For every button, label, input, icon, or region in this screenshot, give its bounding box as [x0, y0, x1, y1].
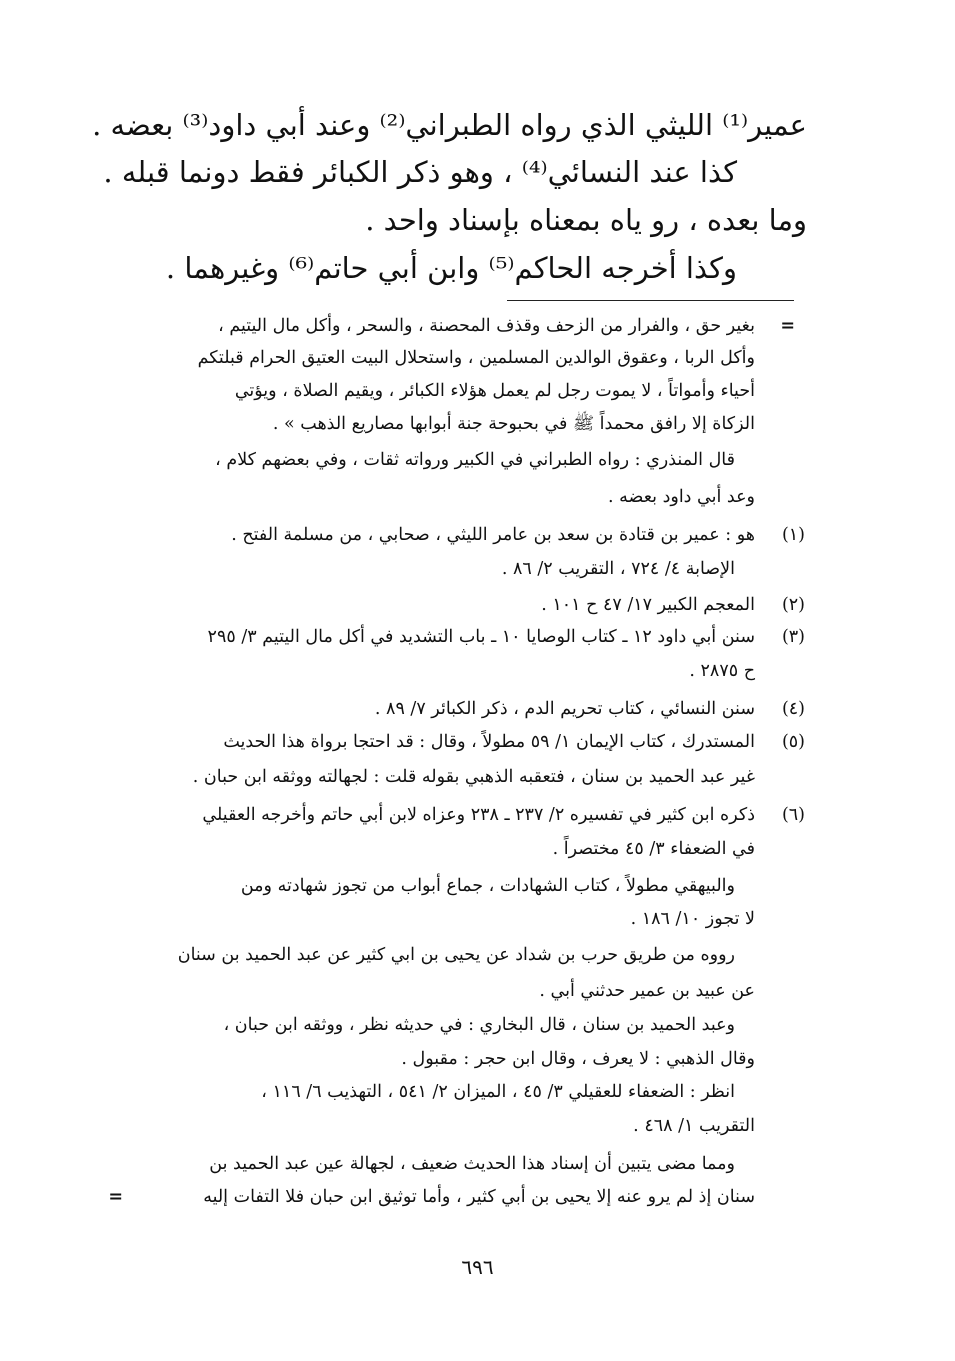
footnote-text-line: عن عبيد بن عمير حدثني أبي . [539, 981, 755, 1001]
footnote-text-line: ذكره ابن كثير في تفسيره ٢/ ٢٣٧ ـ ٢٣٨ وعزاه لابن أبي حاتم وأخرجه العقيلي [202, 805, 755, 825]
footnote-text-line: التقريب ١/ ٤٦٨ . [633, 1116, 755, 1136]
footnote-continuation-line: قال المنذري : رواه الطبراني في الكبير ورواته ثقات ، وفي بعضهم كلام ، [215, 450, 735, 470]
footnote-text-line: المعجم الكبير ١٧/ ٤٧ ح ١٠١ . [541, 595, 755, 615]
footnote-continuation-line: وعد أبي داود بعضه . [608, 487, 755, 507]
continuation-mark: = [780, 316, 795, 336]
footnote-text-line: ح ٢٨٧٥ . [689, 661, 755, 681]
footnote-text-line: سنان إذ لم يرو عنه إلا يحيى بن أبي كثير ، وأما توثيق ابن حبان فلا التفات إليه [203, 1187, 755, 1207]
footnote-text-line: ومما مضى يتبين أن إسناد هذا الحديث ضعيف ، لجهالة عين عبد الحميد بن [209, 1154, 735, 1174]
footnote-text-line: سنن النسائي ، كتاب تحريم الدم ، ذكر الكبائر ٧/ ٨٩ . [374, 699, 755, 719]
page-number: ٦٩٦ [461, 1255, 494, 1279]
footnote-separator [507, 300, 794, 301]
footnote-text-line: رووه من طريق حرب بن شداد عن يحيى بن ابي كثير عن عبد الحميد بن سنان [177, 945, 735, 965]
footnote-number: (٤) [781, 699, 805, 719]
footnote-text-line: الإصابة ٤/ ٧٢٤ ، التقريب ٢/ ٨٦ . [501, 559, 735, 579]
footnote-number: (٥) [781, 732, 805, 752]
footnote-text-line: والبيهقي مطولاً ، كتاب الشهادات ، جماع أبواب من تجوز شهادته ومن [240, 876, 735, 896]
main-text-line-1: عمير⁽¹⁾ الليثي الذي رواه الطبراني⁽²⁾ وعند أبي داود⁽³⁾ بعضه . [92, 108, 807, 142]
footnote-text-line: سنن أبي داود ١٢ ـ كتاب الوصايا ١٠ ـ باب التشديد في أكل مال اليتيم ٣/ ٢٩٥ [207, 627, 755, 647]
main-text-line-3: وما بعده ، رو ياه بمعناه بإسناد واحد . [365, 203, 807, 237]
footnote-number: (٦) [781, 805, 805, 825]
continuation-end-mark: = [108, 1187, 123, 1207]
footnote-continuation-line: بغير حق ، والفرار من الزحف وقذف المحصنة ، والسحر ، وأكل مال اليتيم ، [218, 316, 755, 336]
footnote-text-line: وقال الذهبي : لا يعرف ، وقال ابن حجر : مقبول . [401, 1049, 755, 1069]
footnote-continuation-line: الزكاة إلا رافق محمداً ﷺ في بحبوحة جنة أبوابها مصاريع الذهب » . [272, 414, 755, 434]
main-text-line-4: وكذا أخرجه الحاكم⁽⁵⁾ وابن أبي حاتم⁽⁶⁾ وغيرهما . [165, 251, 737, 285]
footnote-text-line: غير عبد الحميد بن سنان ، فتعقبه الذهبي بقوله قلت : لجهالته ووثقه ابن حبان . [192, 767, 755, 787]
footnote-text-line: لا تجوز ١٠/ ١٨٦ . [630, 909, 755, 929]
footnote-number: (١) [781, 525, 805, 545]
footnote-continuation-line: وأكل الربا ، وعقوق الوالدين المسلمين ، واستحلال البيت العتيق الحرام قبلتكم [197, 348, 755, 368]
footnote-text-line: المستدرك ، كتاب الإيمان ١/ ٥٩ مطولاً ، وقال : قد احتجا برواة هذا الحديث [223, 732, 755, 752]
footnote-number: (٣) [781, 627, 805, 647]
footnote-text-line: هو : عمير بن قتادة بن سعد بن عامر الليثي ، صحابي ، من مسلمة الفتح . [231, 525, 755, 545]
footnote-text-line: وعبد الحميد بن سنان ، قال البخاري : في حديثه نظر ، ووثقه ابن حبان ، [223, 1015, 735, 1035]
footnote-number: (٢) [781, 595, 805, 615]
footnote-continuation-line: أحياء وأمواتاً ، لا يموت رجل لم يعمل هؤلاء الكبائر ، ويقيم الصلاة ، ويؤتي [234, 381, 755, 401]
footnote-text-line: انظر : الضعفاء للعقيلي ٣/ ٤٥ ، الميزان ٢/ ٥٤١ ، التهذيب ٦/ ١١٦ ، [261, 1082, 735, 1102]
main-text-line-2: كذا عند النسائي⁽⁴⁾ ، وهو ذكر الكبائر فقط دونما قبله . [103, 155, 737, 189]
footnote-text-line: في الضعفاء ٣/ ٤٥ مختصراً . [552, 839, 755, 859]
